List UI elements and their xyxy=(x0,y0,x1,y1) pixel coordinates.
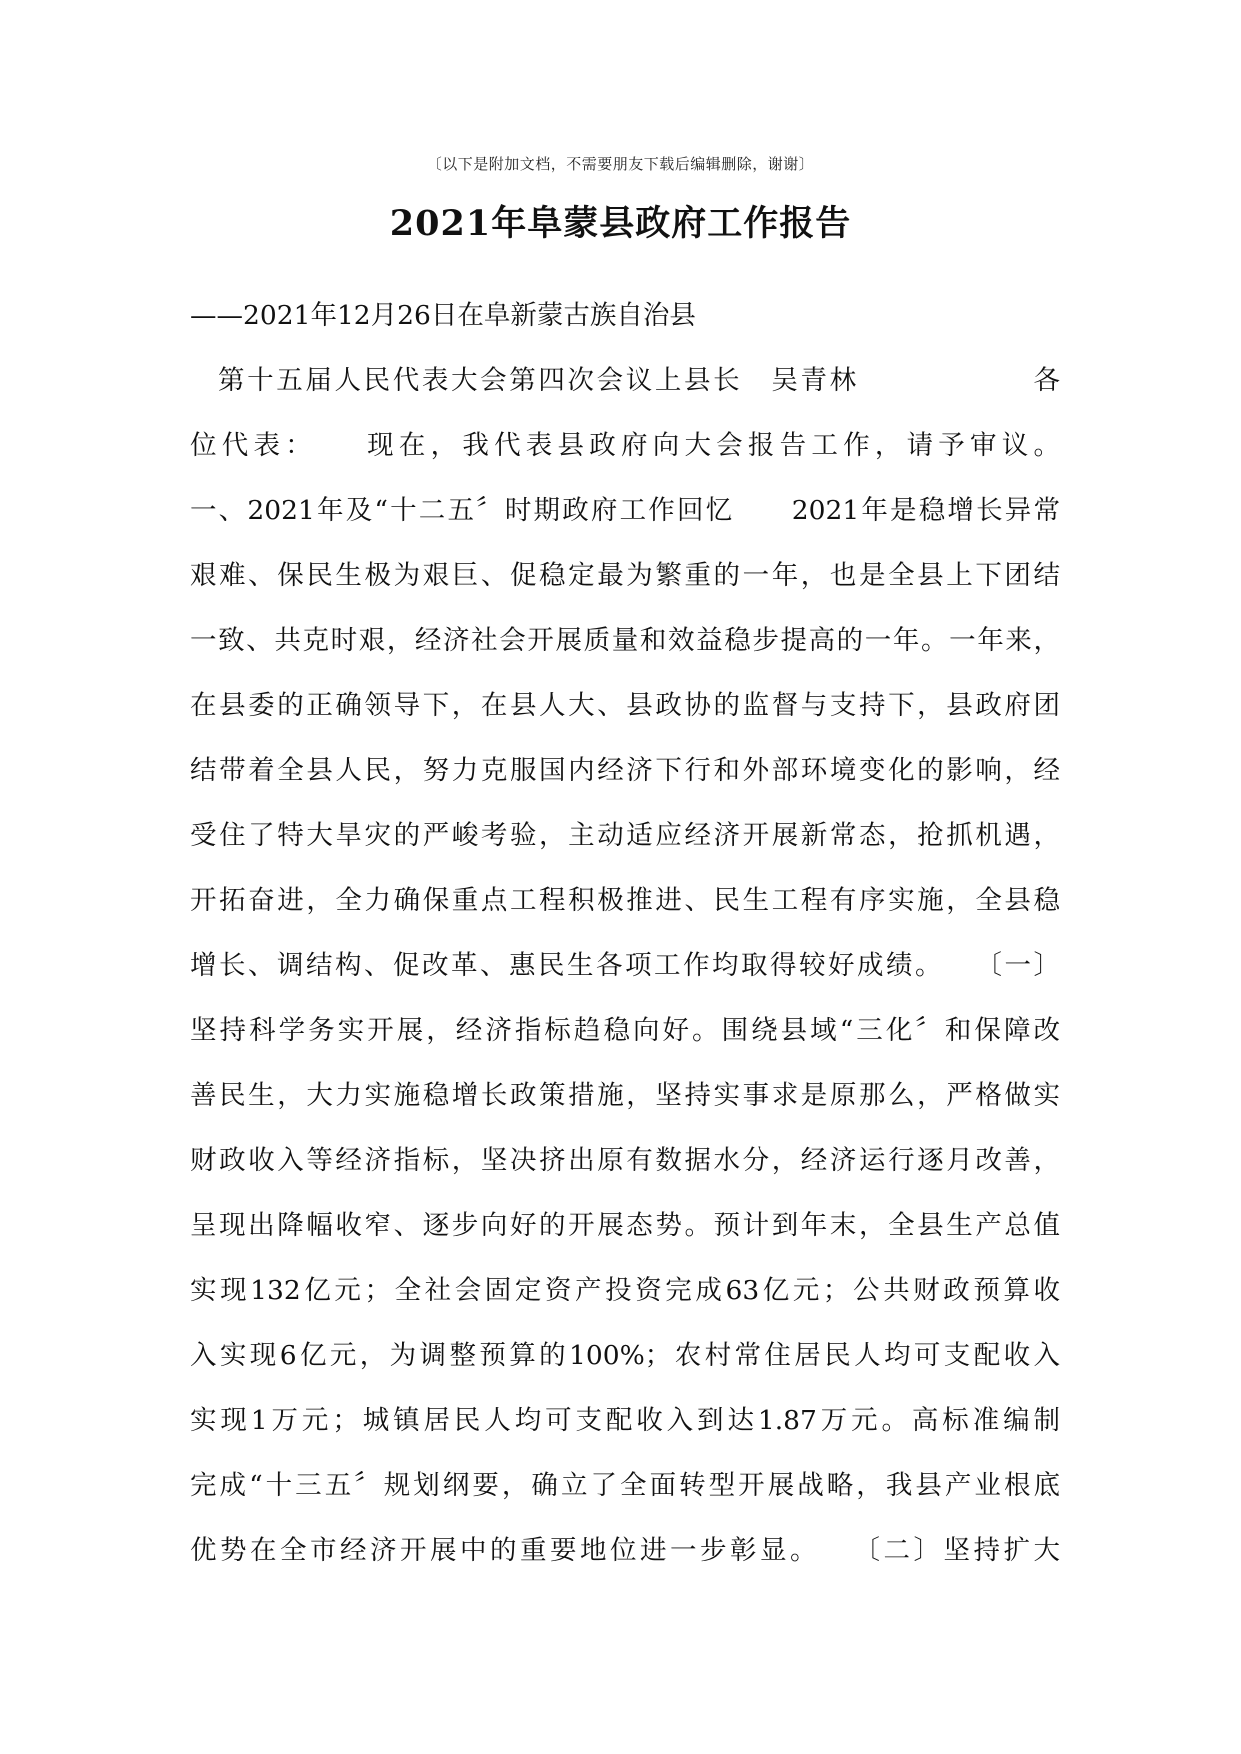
body-line: 第十五届人民代表大会第四次会议上县长 吴青林 各 xyxy=(218,365,1060,396)
body-line: 在县委的正确领导下，在县人大、县政协的监督与支持下，县政府团 xyxy=(190,690,1060,721)
body-line: 入实现6亿元，为调整预算的100%；农村常住居民人均可支配收入 xyxy=(190,1340,1060,1371)
body-line: 一致、共克时艰，经济社会开展质量和效益稳步提高的一年。一年来， xyxy=(190,625,1060,656)
document-body xyxy=(190,292,1060,1592)
body-line: 完成“十三五〞规划纲要，确立了全面转型开展战略，我县产业根底 xyxy=(190,1470,1060,1501)
attachment-note: 〔以下是附加文档，不需要朋友下载后编辑删除，谢谢〕 xyxy=(426,155,815,173)
body-line: 善民生，大力实施稳增长政策措施，坚持实事求是原那么，严格做实 xyxy=(190,1080,1060,1111)
body-line: 优势在全市经济开展中的重要地位进一步彰显。 〔二〕坚持扩大 xyxy=(190,1535,1060,1566)
body-line: 位代表： 现在，我代表县政府向大会报告工作，请予审议。 xyxy=(190,430,1060,461)
body-line: 财政收入等经济指标，坚决挤出原有数据水分，经济运行逐月改善， xyxy=(190,1145,1060,1176)
body-line: 实现1万元；城镇居民人均可支配收入到达1.87万元。高标准编制 xyxy=(190,1405,1060,1436)
body-line: 受住了特大旱灾的严峻考验，主动适应经济开展新常态，抢抓机遇， xyxy=(190,820,1060,851)
body-line: 实现132亿元；全社会固定资产投资完成63亿元；公共财政预算收 xyxy=(190,1275,1060,1306)
body-line: 结带着全县人民，努力克服国内经济下行和外部环境变化的影响，经 xyxy=(190,755,1060,786)
document-title: 2021年阜蒙县政府工作报告 xyxy=(389,203,852,244)
body-line: 艰难、保民生极为艰巨、促稳定最为繁重的一年，也是全县上下团结 xyxy=(190,560,1060,591)
body-line: 开拓奋进，全力确保重点工程积极推进、民生工程有序实施，全县稳 xyxy=(190,885,1060,916)
body-line: 增长、调结构、促改革、惠民生各项工作均取得较好成绩。 〔一〕 xyxy=(190,950,1060,981)
body-line: 呈现出降幅收窄、逐步向好的开展态势。预计到年末，全县生产总值 xyxy=(190,1210,1060,1241)
body-line: 一、2021年及“十二五〞时期政府工作回忆 2021年是稳增长异常 xyxy=(190,495,1060,526)
body-line: 坚持科学务实开展，经济指标趋稳向好。围绕县域“三化〞和保障改 xyxy=(190,1015,1060,1046)
body-line: ——2021年12月26日在阜新蒙古族自治县 xyxy=(190,300,696,331)
